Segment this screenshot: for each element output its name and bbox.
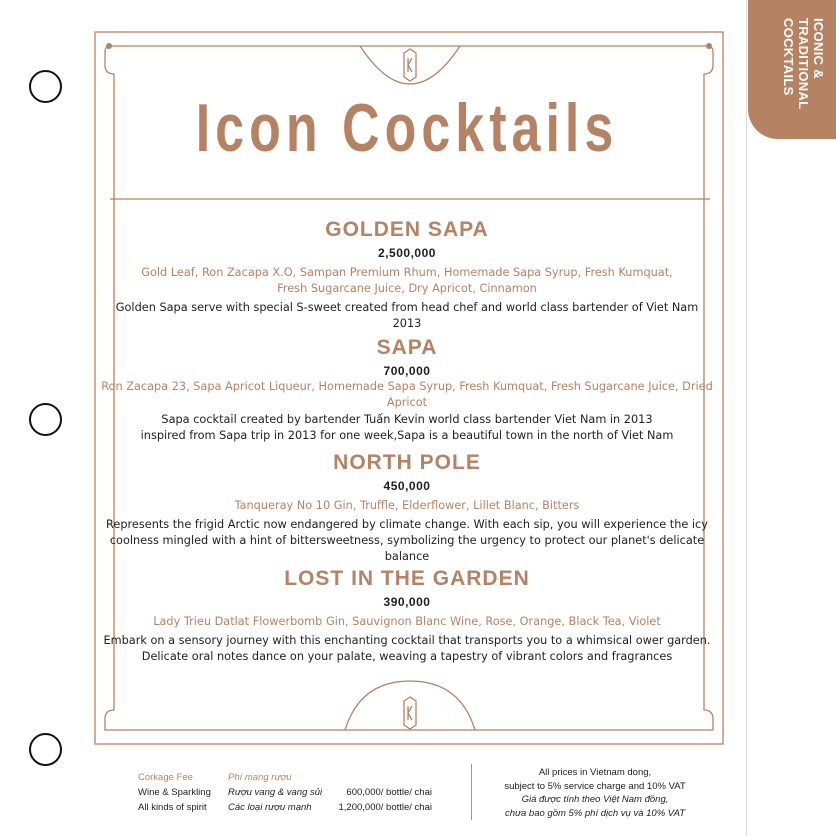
ingredients-line: Lady Trieu Datlat Flowerbomb Gin, Sauvignon Blanc Wine, Rose, Orange, Black Tea, Violet [153,615,661,628]
corkage-row-vn: Rượu vang & vang sủi [228,787,323,798]
item-ingredients [100,614,714,630]
item-name: SAPA [376,336,438,359]
description-line: Embark on a sensory journey with this enchanting cocktail that transports you to a whimsical ower garden. [103,634,711,647]
corkage-labels-vn [228,770,338,815]
monogram-icon [404,49,416,81]
item-price: 390,000 [383,595,431,609]
corkage-price: 1,200,000/ bottle/ chai [338,802,432,813]
menu-title: Icon Cocktails [195,91,619,167]
description-line: Represents the frigid Arctic now endangered by climate change. With each sip, you will experience the icy [106,518,708,531]
item-price: 700,000 [383,364,431,378]
description-line: coolness mingled with a hint of bittersweetness, symbolizing the urgency to protect our planet's delicate balance [109,534,705,563]
item-name: GOLDEN SAPA [325,218,489,241]
corkage-labels [138,770,228,815]
menu-item [100,218,714,332]
item-name: NORTH POLE [333,451,481,474]
menu-item [100,336,714,444]
price-note-line: subject to 5% service charge and 10% VAT [504,780,686,792]
monogram-icon [404,697,416,729]
price-note [480,766,710,820]
corkage-title: Corkage Fee [138,772,193,783]
price-note-line: chưa bao gồm 5% phí dịch vụ và 10% VAT [504,807,686,819]
corkage-row-vn: Các loại rượu mạnh [228,802,312,813]
corkage-prices [330,770,432,815]
item-name: LOST IN THE GARDEN [284,567,530,590]
footer-divider [471,764,472,820]
menu-item [100,567,714,665]
item-price: 2,500,000 [378,246,436,260]
item-ingredients [100,379,714,411]
corkage-row: Wine & Sparkling [138,787,211,798]
corkage-title-vn: Phí mang rượu [228,772,292,783]
menu-item [100,451,714,565]
item-description [100,300,714,332]
description-line: inspired from Sapa trip in 2013 for one week,Sapa is a beautiful town in the north of Viet Nam [140,429,674,442]
item-ingredients [100,265,714,297]
ingredients-line: Fresh Sugarcane Juice, Dry Apricot, Cinnamon [277,282,537,295]
price-note-line: All prices in Vietnam dong, [538,767,652,778]
description-line: Delicate oral notes dance on your palate, weaving a tapestry of vibrant colors and fragrances [141,650,673,663]
item-price: 450,000 [383,479,431,493]
description-line: Sapa cocktail created by bartender Tuấn Kevin world class bartender Viet Nam in 2013 [161,413,653,426]
item-ingredients [100,498,714,514]
description-line: Golden Sapa serve with special S-sweet created from head chef and world class bartender of Viet Nam 2013 [115,301,699,330]
ingredients-line: Tanqueray No 10 Gin, Truffle, Elderflower, Lillet Blanc, Bitters [234,499,580,512]
item-description [100,517,714,565]
corkage-row: All kinds of spirit [138,802,207,813]
corkage-price: 600,000/ bottle/ chai [346,787,432,798]
ingredients-line: Gold Leaf, Ron Zacapa X.O, Sampan Premium Rhum, Homemade Sapa Syrup, Fresh Kumquat, [141,266,673,279]
item-description [100,412,714,444]
section-tab-label: ICONIC & TRADITIONAL COCKTAILS [781,18,826,110]
ingredients-line: Ron Zacapa 23, Sapa Apricot Liqueur, Homemade Sapa Syrup, Fresh Kumquat, Fresh Sugarcane Juice, Dried Apricot [101,380,713,409]
price-note-line: Giá được tính theo Việt Nam đồng, [521,794,669,805]
item-description [100,633,714,665]
